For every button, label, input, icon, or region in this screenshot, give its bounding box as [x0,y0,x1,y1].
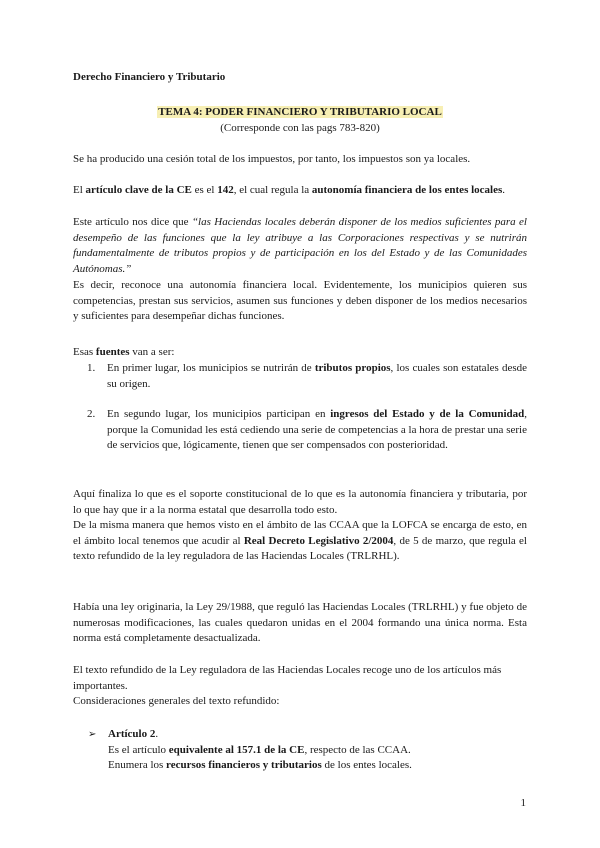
paragraph-real-decreto: De la misma manera que hemos visto en el ámbito de las CCAA que la LOFCA se encarga de esto, en el ámbito local tenemos que acudir al Real Decreto Legislativo 2/2004, de 5 de marzo, que regula el texto refundido de la ley reguladora de las Haciendas Locales (TRLRHL). [73,519,527,563]
list-text: En primer lugar, los municipios se nutrirán de tributos propios, los cuales son estatales desde su origen. [107,362,527,390]
article-quote: “las Haciendas locales deberán disponer de los medios suficientes para el desempeño de las funciones que la ley atribuye a las Corporaciones respectivas y se nutrirán fundamentalmente de tributos propios y de participación en los del Estado y de las Comunidades Autónomas.” [73,216,527,275]
paragraph-article-142: El artículo clave de la CE es el 142, el cual regula la autonomía financiera de los entes locales. [73,184,506,196]
paragraph-ley-originaria: Había una ley originaria, la Ley 29/1988, que reguló las Haciendas Locales (TRLRHL) y fue objeto de numerosas modificaciones, las cuales quedaron unidas en el 2004 formando una única norma. Esta norma está completamente desactualizada. [73,601,527,645]
list-text: En segundo lugar, los municipios participan en ingresos del Estado y de la Comunidad, porque la Comunidad les está cediendo una serie de competencias a la hora de prestar una serie de servicios que, lógicamente, tienen que ser compensados con posterioridad. [107,408,527,452]
paragraph-sources: Esas fuentes van a ser: [73,346,175,358]
page-title: TEMA 4: PODER FINANCIERO Y TRIBUTARIO LOCAL [158,106,442,118]
paragraph-intro: Se ha producido una cesión total de los impuestos, por tanto, los impuestos son ya locales. [73,153,471,165]
list-number: 2. [87,408,96,420]
page-number: 1 [520,797,526,809]
paragraph-constitutional: Aquí finaliza lo que es el soporte constitucional de lo que es la autonomía financiera y tributaria, por lo que hay que ir a la norma estatal que desarrolla todo esto. [73,488,527,516]
bullet-content: Artículo 2. Es el artículo equivalente al 157.1 de la CE, respecto de las CCAA. Enumera los recursos financieros y tributarios de los entes locales. [108,728,412,772]
paragraph-autonomy: Es decir, reconoce una autonomía financiera local. Evidentemente, los municipios quieren sus competencias, prestan sus servicios, asumen sus funciones y deben disponer de los medios necesarios y suficientes para desempeñar dichas funciones. [73,279,527,323]
paragraph-article-quote: Este artículo nos dice que “las Haciendas locales deberán disponer de los medios suficientes para el desempeño de las funciones que la ley atribuye a las Corporaciones respectivas y se nutrirán fundamentalmente de tributos propios y de participación en los del Estado y de las Comunidades Autónomas.” [73,216,527,275]
bullet-title: Artículo 2 [108,728,156,740]
page-subtitle: (Corresponde con las pags 783-820) [220,121,380,134]
document-header: Derecho Financiero y Tributario [73,71,226,83]
arrow-bullet-icon: ➢ [88,729,97,740]
paragraph-consideraciones: Consideraciones generales del texto refundido: [73,695,280,707]
title-block [73,105,527,136]
list-number: 1. [87,362,96,374]
paragraph-texto-refundido: El texto refundido de la Ley reguladora de las Haciendas Locales recoge uno de los artículos más importantes. [73,664,502,692]
